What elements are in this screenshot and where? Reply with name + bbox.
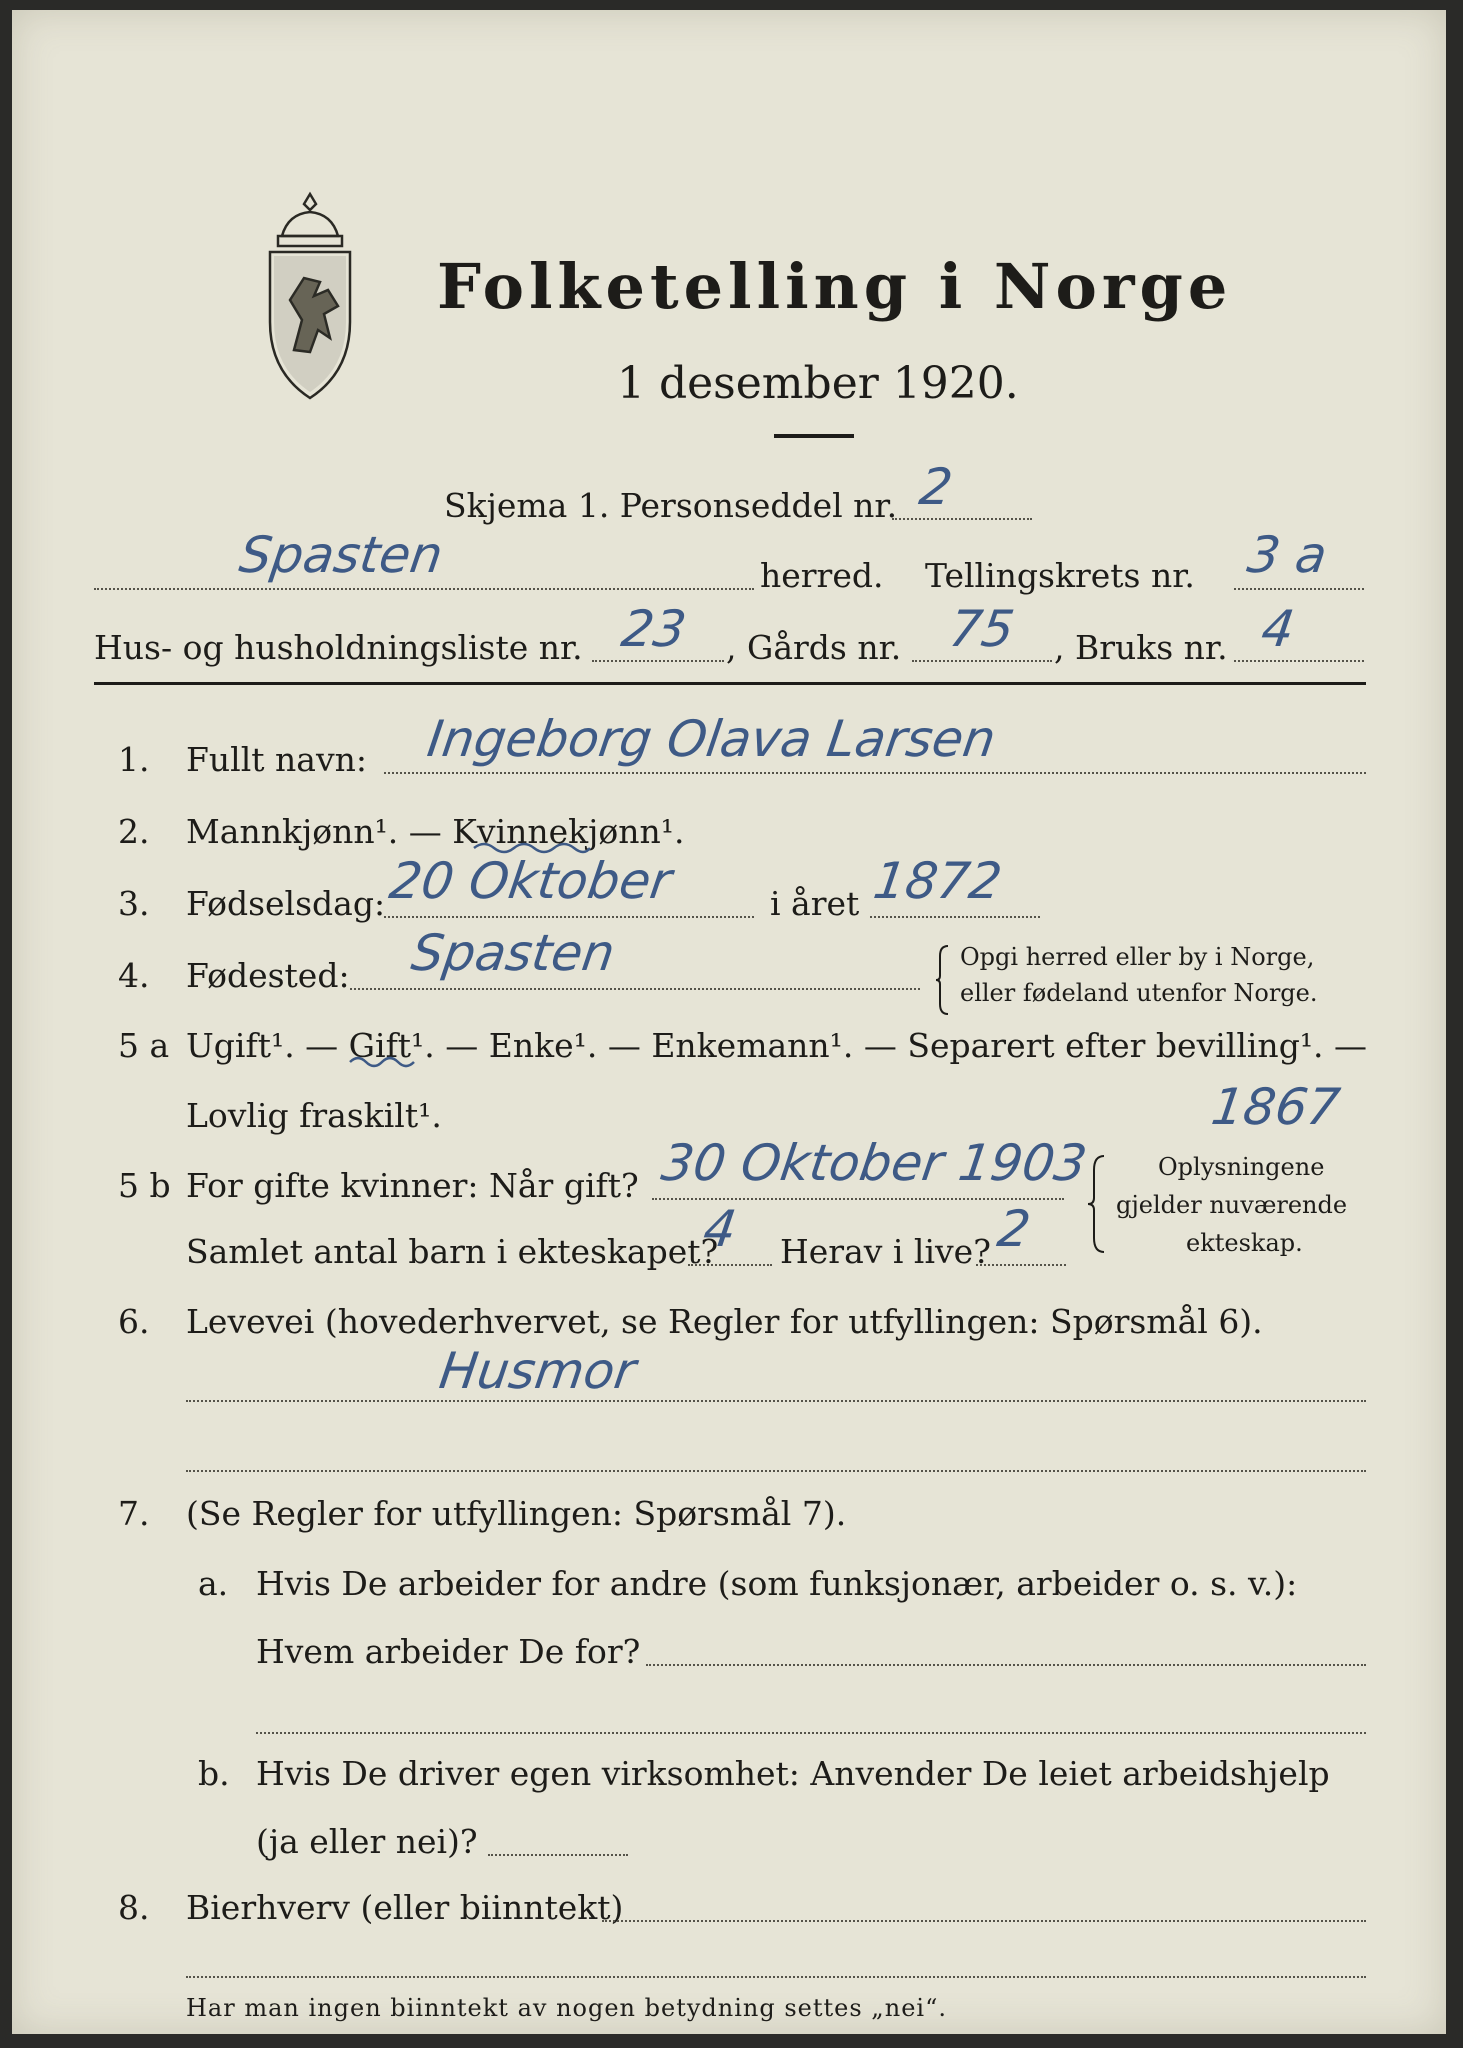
birthday-field[interactable] xyxy=(384,916,754,918)
q5b-brace xyxy=(1086,1154,1108,1254)
personseddel-nr-field[interactable] xyxy=(892,518,1032,520)
full-name-field[interactable] xyxy=(384,772,1366,774)
q3-label: Fødselsdag: xyxy=(186,884,386,923)
q7-number: 7. xyxy=(118,1494,150,1533)
birthplace-note-line1: Opgi herred eller by i Norge, xyxy=(960,943,1315,971)
tellingskrets-value: 3 a xyxy=(1243,526,1331,584)
birthplace-value: Spasten xyxy=(407,924,619,982)
bruks-label: , Bruks nr. xyxy=(1054,628,1228,667)
occupation-field-line2[interactable] xyxy=(186,1470,1366,1472)
norwegian-lion-coat-of-arms-icon xyxy=(260,190,360,402)
employer-field-line2[interactable] xyxy=(256,1732,1366,1734)
q3-number: 3. xyxy=(118,884,150,923)
margin-note-year: 1867 xyxy=(1207,1078,1344,1136)
children-total-value: 4 xyxy=(699,1200,740,1258)
header-rule xyxy=(94,682,1366,685)
q4-label: Fødested: xyxy=(186,956,350,995)
census-form-sheet xyxy=(12,10,1446,2034)
full-name-value: Ingeborg Olava Larsen xyxy=(423,710,1000,768)
q4-brace xyxy=(934,944,952,1016)
form-title: Folketelling i Norge xyxy=(437,250,1233,323)
children-alive-value: 2 xyxy=(993,1200,1034,1258)
year-label: i året xyxy=(770,884,860,923)
hus-value: 23 xyxy=(617,600,690,658)
marriage-date-value: 30 Oktober 1903 xyxy=(657,1134,1091,1192)
birth-year-value: 1872 xyxy=(869,852,1006,910)
footer-note: Har man ingen biinntekt av nogen betydning settes „nei“. xyxy=(186,1994,947,2022)
q7b-question: Hvis De driver egen virksomhet: Anvender De leiet arbeidshjelp xyxy=(256,1754,1330,1793)
marriage-note-line3: ekteskap. xyxy=(1186,1229,1303,1257)
marriage-note-line2: gjelder nuværende xyxy=(1116,1191,1348,1219)
tellingskrets-field[interactable] xyxy=(1234,588,1364,590)
q7a-question: Hvis De arbeider for andre (som funksjonær, arbeider o. s. v.): xyxy=(256,1564,1298,1603)
occupation-field[interactable] xyxy=(186,1400,1366,1402)
q5a-number: 5 a xyxy=(118,1026,170,1065)
gender-options: Mannkjønn¹. — Kvinnekjønn¹. xyxy=(186,812,685,851)
children-alive-label: Herav i live? xyxy=(780,1232,991,1271)
children-total-field[interactable] xyxy=(688,1264,772,1266)
hus-field[interactable] xyxy=(592,660,724,662)
birthplace-note-line2: eller fødeland utenfor Norge. xyxy=(960,979,1318,1007)
hus-label: Hus- og husholdningsliste nr. xyxy=(94,628,583,667)
q1-label: Fullt navn: xyxy=(186,740,367,779)
side-income-field[interactable] xyxy=(602,1920,1366,1922)
marital-underline-mark xyxy=(348,1054,418,1068)
gards-label: , Gårds nr. xyxy=(726,628,902,667)
q7b-letter: b. xyxy=(198,1754,230,1793)
birthplace-field[interactable] xyxy=(350,988,920,990)
q5b-number: 5 b xyxy=(118,1166,171,1205)
q7-label: (Se Regler for utfyllingen: Spørsmål 7). xyxy=(186,1494,847,1533)
bruks-value: 4 xyxy=(1257,600,1298,658)
q7a-letter: a. xyxy=(198,1564,229,1603)
tellingskrets-label: Tellingskrets nr. xyxy=(925,556,1195,595)
herred-label: herred. xyxy=(760,556,884,595)
herred-field[interactable] xyxy=(94,588,754,590)
personseddel-nr-value: 2 xyxy=(915,458,956,516)
hired-help-label: (ja eller nei)? xyxy=(256,1822,478,1861)
gards-value: 75 xyxy=(945,600,1018,658)
side-income-label: Bierhverv (eller biinntekt) xyxy=(186,1888,624,1927)
children-alive-field[interactable] xyxy=(976,1264,1066,1266)
marital-status-options-line2: Lovlig fraskilt¹. xyxy=(186,1096,442,1135)
q1-number: 1. xyxy=(118,740,150,779)
q4-number: 4. xyxy=(118,956,150,995)
occupation-label: Levevei (hovederhvervet, se Regler for utfyllingen: Spørsmål 6). xyxy=(186,1302,1263,1341)
q6-number: 6. xyxy=(118,1302,150,1341)
employer-field[interactable] xyxy=(646,1664,1366,1666)
marital-status-options: Ugift¹. — Gift¹. — Enke¹. — Enkemann¹. — Separert efter bevilling¹. — xyxy=(186,1026,1368,1065)
title-divider xyxy=(774,434,854,438)
side-income-field-line2[interactable] xyxy=(186,1976,1366,1978)
gards-field[interactable] xyxy=(912,660,1052,662)
hired-help-field[interactable] xyxy=(488,1854,628,1856)
marriage-note-line1: Oplysningene xyxy=(1158,1153,1325,1181)
q2-number: 2. xyxy=(118,812,150,851)
herred-value: Spasten xyxy=(235,526,447,584)
q8-number: 8. xyxy=(118,1888,150,1927)
marriage-date-label: For gifte kvinner: Når gift? xyxy=(186,1166,639,1205)
skjema-label: Skjema 1. Personseddel nr. xyxy=(444,486,898,525)
birthday-value: 20 Oktober xyxy=(385,852,676,910)
census-date: 1 desember 1920. xyxy=(617,358,1019,409)
employer-label: Hvem arbeider De for? xyxy=(256,1632,641,1671)
children-total-label: Samlet antal barn i ekteskapet? xyxy=(186,1232,719,1271)
birth-year-field[interactable] xyxy=(870,916,1040,918)
bruks-field[interactable] xyxy=(1234,660,1364,662)
occupation-value: Husmor xyxy=(435,1342,640,1400)
